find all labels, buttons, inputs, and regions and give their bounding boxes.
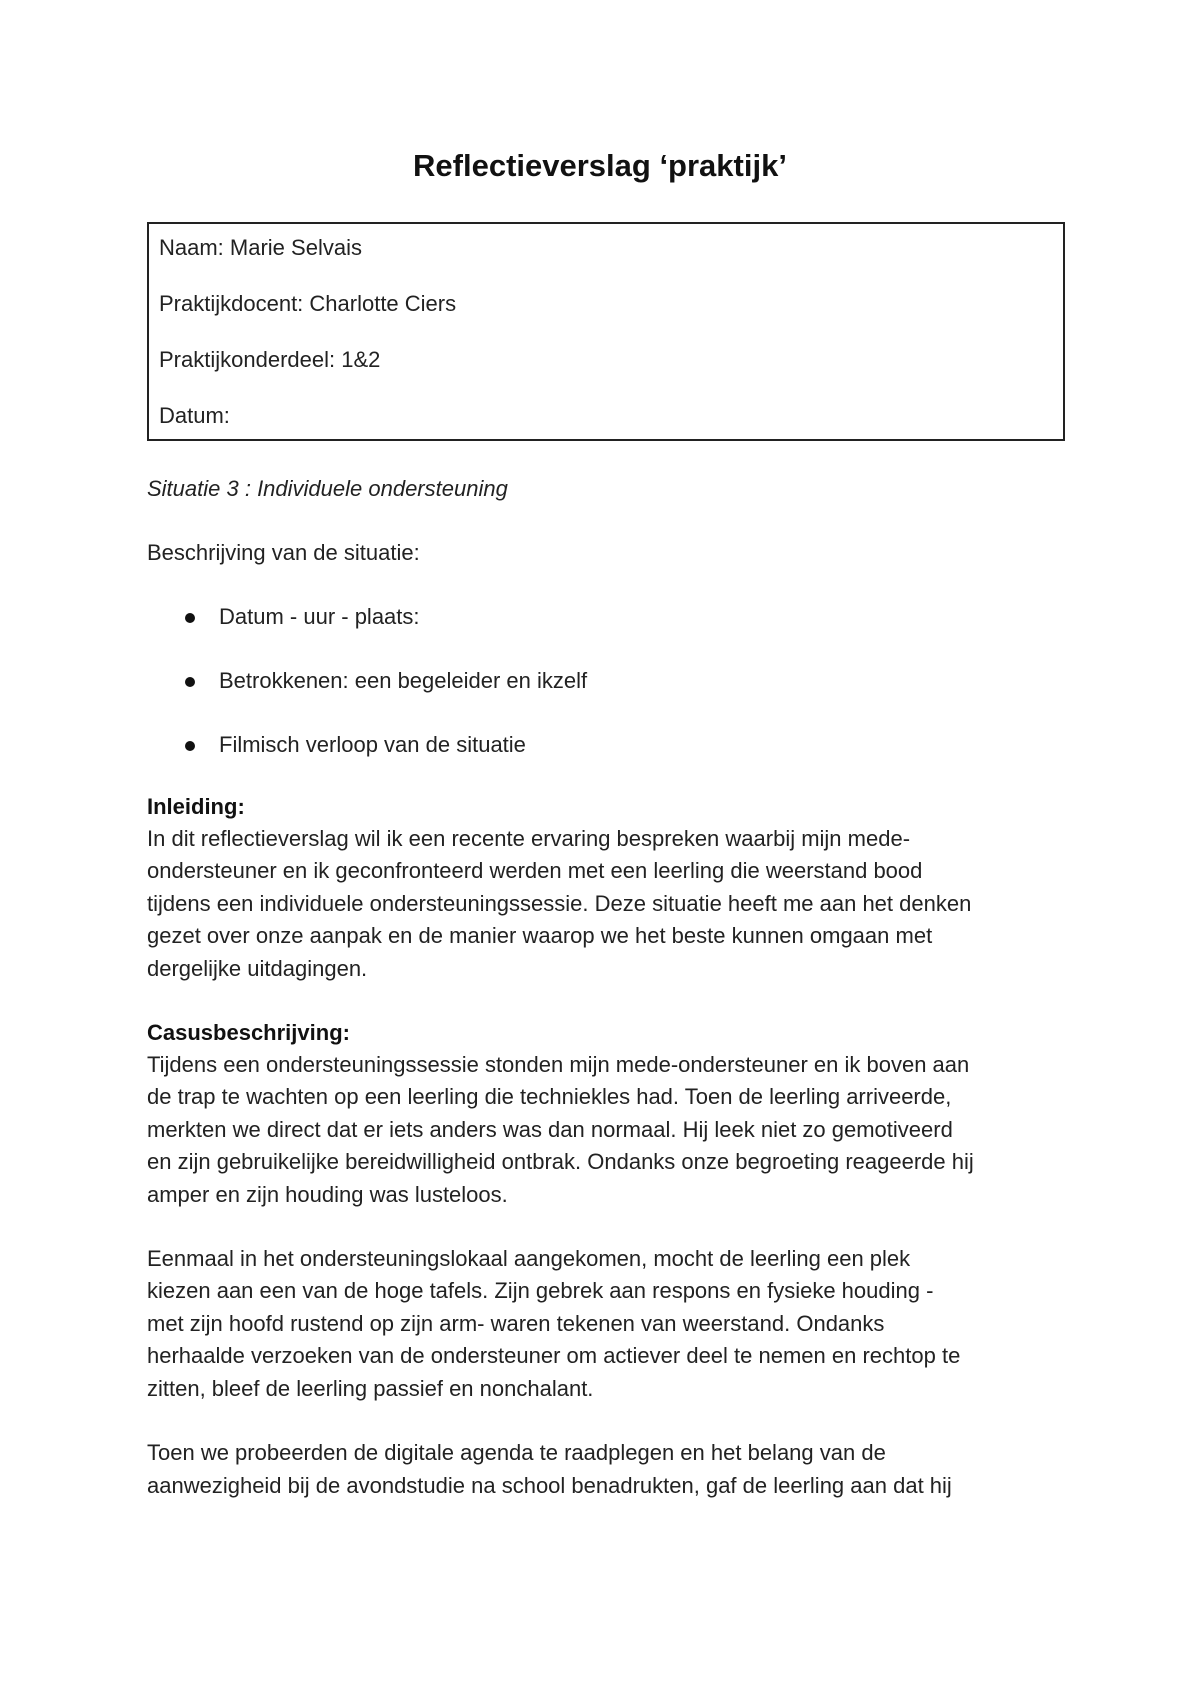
text-line: ondersteuner en ik geconfronteerd werden met een leerling die weerstand bood <box>147 858 923 884</box>
casus-paragraph-2 <box>147 1243 1065 1405</box>
beschrijving-label: Beschrijving van de situatie: <box>147 540 420 565</box>
info-datum: Datum: <box>159 403 230 428</box>
text-line: dergelijke uitdagingen. <box>147 955 368 981</box>
list-item <box>147 729 1065 761</box>
text-line: tijdens een individuele ondersteuningssessie. Deze situatie heeft me aan het denken <box>147 890 972 916</box>
bullet-icon <box>185 741 195 751</box>
text-line: merkten we direct dat er iets anders was dan normaal. Hij leek niet zo gemotiveerd <box>147 1116 953 1142</box>
bullet-icon <box>185 677 195 687</box>
text-line: Tijdens een ondersteuningssessie stonden mijn mede-ondersteuner en ik boven aan <box>147 1052 970 1078</box>
document-body <box>147 473 1065 1502</box>
list-item-text: Datum - uur - plaats: <box>219 604 420 629</box>
list-item <box>147 665 1065 697</box>
list-item <box>147 601 1065 633</box>
text-line: en zijn gebruikelijke bereidwilligheid ontbrak. Ondanks onze begroeting reageerde hij <box>147 1149 974 1175</box>
casus-paragraph-3 <box>147 1437 1065 1502</box>
casus-paragraph-1 <box>147 1049 1065 1211</box>
bullet-icon <box>185 613 195 623</box>
inleiding-heading: Inleiding: <box>147 794 245 819</box>
situatie-subtitle: Situatie 3 : Individuele ondersteuning <box>147 476 508 501</box>
situatie-bullet-list <box>147 601 1065 761</box>
inleiding-paragraph <box>147 823 1065 985</box>
text-line: kiezen aan een van de hoge tafels. Zijn gebrek aan respons en fysieke houding - <box>147 1278 934 1304</box>
info-box <box>147 222 1065 441</box>
casus-heading: Casusbeschrijving: <box>147 1020 350 1046</box>
text-line: Toen we probeerden de digitale agenda te raadplegen en het belang van de <box>147 1440 886 1466</box>
text-line: aanwezigheid bij de avondstudie na school benadrukten, gaf de leerling aan dat hij <box>147 1472 952 1498</box>
text-line: gezet over onze aanpak en de manier waarop we het beste kunnen omgaan met <box>147 923 933 949</box>
list-item-text: Filmisch verloop van de situatie <box>219 732 526 757</box>
text-line: In dit reflectieverslag wil ik een recente ervaring bespreken waarbij mijn mede- <box>147 826 911 851</box>
text-line: Eenmaal in het ondersteuningslokaal aangekomen, mocht de leerling een plek <box>147 1246 911 1272</box>
info-praktijkdocent: Praktijkdocent: Charlotte Ciers <box>159 291 457 316</box>
text-line: de trap te wachten op een leerling die techniekles had. Toen de leerling arriveerde, <box>147 1084 952 1110</box>
info-naam: Naam: Marie Selvais <box>159 235 362 260</box>
list-item-text: Betrokkenen: een begeleider en ikzelf <box>219 668 588 693</box>
text-line: zitten, bleef de leerling passief en nonchalant. <box>147 1375 594 1401</box>
text-line: herhaalde verzoeken van de ondersteuner om actiever deel te nemen en rechtop te <box>147 1343 961 1369</box>
text-line: amper en zijn houding was lusteloos. <box>147 1181 508 1207</box>
text-line: met zijn hoofd rustend op zijn arm- waren tekenen van weerstand. Ondanks <box>147 1310 885 1336</box>
info-praktijkonderdeel: Praktijkonderdeel: 1&2 <box>159 347 381 372</box>
document-title: Reflectieverslag ‘praktijk’ <box>413 148 787 183</box>
